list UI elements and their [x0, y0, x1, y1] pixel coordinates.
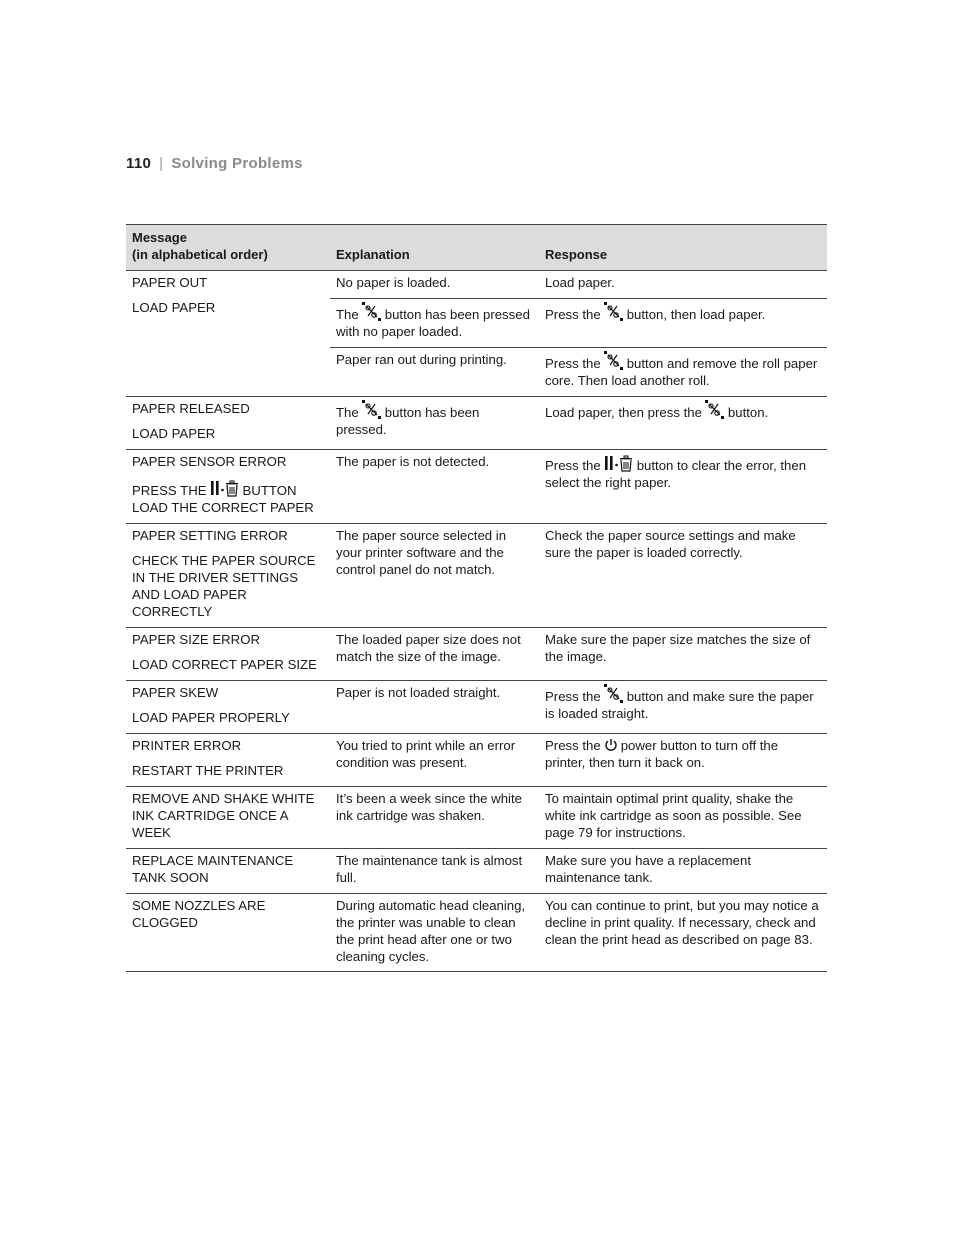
explanation-cell: The button has been pressed. — [330, 397, 539, 450]
cut-paper-icon — [604, 302, 624, 322]
cut-paper-icon — [362, 400, 382, 420]
table-row — [126, 271, 827, 299]
explanation-cell: During automatic head cleaning, the printer was unable to clean the print head after one or two cleaning cycles. — [330, 894, 539, 972]
explanation-cell: The paper is not detected. — [330, 450, 539, 524]
table-row — [126, 524, 827, 628]
explanation-cell: No paper is loaded. — [330, 271, 539, 299]
explanation-cell: The paper source selected in your printer software and the control panel do not match. — [330, 524, 539, 628]
message-cell: REPLACE MAINTENANCE TANK SOON — [126, 849, 330, 894]
response-cell: You can continue to print, but you may notice a decline in print quality. If necessary, check and clean the print head as described on page 83. — [539, 894, 827, 972]
message-cell: PAPER SENSOR ERROR PRESS THE BUTTON LOAD THE CORRECT PAPER — [126, 450, 330, 524]
pause-cancel-icon — [604, 453, 634, 473]
table-row — [126, 787, 827, 849]
response-cell: Make sure the paper size matches the size of the image. — [539, 628, 827, 681]
table-header-row — [126, 225, 827, 271]
response-cell: Check the paper source settings and make sure the paper is loaded correctly. — [539, 524, 827, 628]
message-cell: PAPER RELEASED LOAD PAPER — [126, 397, 330, 450]
explanation-cell: Paper is not loaded straight. — [330, 681, 539, 734]
cut-paper-icon — [604, 684, 624, 704]
table-row — [126, 734, 827, 787]
cut-paper-icon — [705, 400, 725, 420]
page-number: 110 — [126, 155, 152, 172]
explanation-cell: The maintenance tank is almost full. — [330, 849, 539, 894]
page-header — [126, 155, 303, 172]
message-cell: REMOVE AND SHAKE WHITE INK CARTRIDGE ONCE A WEEK — [126, 787, 330, 849]
table-row — [126, 450, 827, 524]
response-cell: Make sure you have a replacement maintenance tank. — [539, 849, 827, 894]
message-cell: PAPER SETTING ERROR CHECK THE PAPER SOURCE IN THE DRIVER SETTINGS AND LOAD PAPER CORRECTLY — [126, 524, 330, 628]
response-cell: To maintain optimal print quality, shake the white ink cartridge as soon as possible. See page 79 for instructions. — [539, 787, 827, 849]
header-separator: | — [159, 155, 164, 172]
response-cell: Press the button and remove the roll paper core. Then load another roll. — [539, 348, 827, 397]
column-header-message: Message (in alphabetical order) — [126, 225, 330, 271]
response-cell: Press the button to clear the error, then select the right paper. — [539, 450, 827, 524]
response-cell: Press the button, then load paper. — [539, 299, 827, 348]
explanation-cell: The loaded paper size does not match the size of the image. — [330, 628, 539, 681]
response-cell: Load paper, then press the button. — [539, 397, 827, 450]
response-cell: Press the power button to turn off the printer, then turn it back on. — [539, 734, 827, 787]
section-title: Solving Problems — [171, 155, 303, 172]
column-header-explanation: Explanation — [330, 225, 539, 271]
message-cell: PAPER SKEW LOAD PAPER PROPERLY — [126, 681, 330, 734]
message-cell: PAPER OUT LOAD PAPER — [126, 271, 330, 397]
table-row — [126, 397, 827, 450]
table-row — [126, 681, 827, 734]
explanation-cell: You tried to print while an error condition was present. — [330, 734, 539, 787]
message-cell: PAPER SIZE ERROR LOAD CORRECT PAPER SIZE — [126, 628, 330, 681]
message-cell: PRINTER ERROR RESTART THE PRINTER — [126, 734, 330, 787]
explanation-cell: The button has been pressed with no paper loaded. — [330, 299, 539, 348]
message-cell: SOME NOZZLES ARE CLOGGED — [126, 894, 330, 972]
table-row — [126, 894, 827, 972]
response-cell: Load paper. — [539, 271, 827, 299]
table-row — [126, 628, 827, 681]
cut-paper-icon — [362, 302, 382, 322]
power-icon — [604, 738, 618, 752]
table-row — [126, 849, 827, 894]
error-messages-table — [126, 224, 827, 972]
column-header-response: Response — [539, 225, 827, 271]
pause-cancel-icon — [210, 478, 240, 498]
cut-paper-icon — [604, 351, 624, 371]
explanation-cell: It’s been a week since the white ink cartridge was shaken. — [330, 787, 539, 849]
explanation-cell: Paper ran out during printing. — [330, 348, 539, 397]
response-cell: Press the button and make sure the paper is loaded straight. — [539, 681, 827, 734]
